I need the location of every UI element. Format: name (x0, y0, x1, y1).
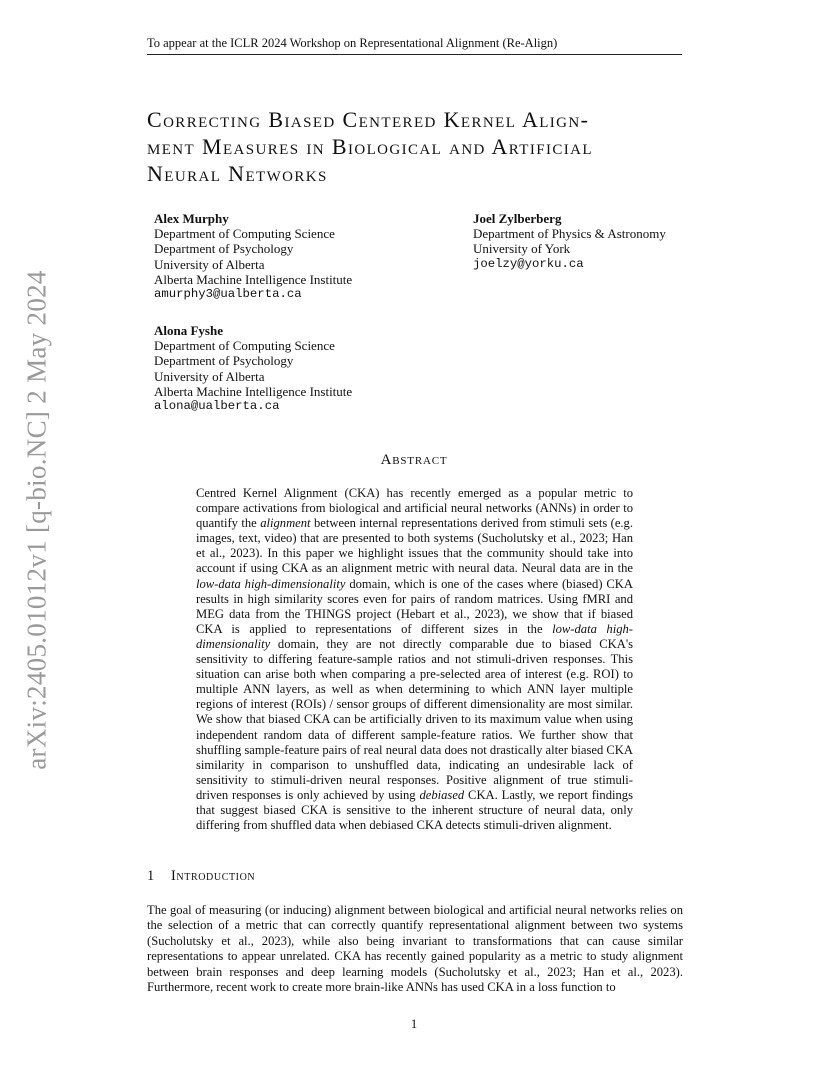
abstract-segment: CKA. Lastly, we report findings that suggest biased CKA is sensitive to the inherent structure of neural data, only differing from shuffled data when debiased CKA detects stimuli-driven alignment. (196, 787, 633, 833)
author-affiliation: University of Alberta (154, 368, 265, 384)
author-affiliation: Department of Psychology (154, 353, 294, 369)
section-number: 1 (147, 868, 155, 884)
author-name: Alex Murphy (154, 211, 229, 226)
abstract-segment: Centred Kernel Alignment (CKA) has recently emerged as a popular metric to compare activations from biological and artificial neural networks (ANNs) in order to quantify the (196, 486, 633, 531)
abstract-emphasis: alignment (260, 516, 311, 531)
author-affiliation: Department of Computing Science (154, 226, 335, 242)
abstract-segment: domain, which is one of the cases where (biased) CKA results in high similarity scores even for pairs of random matrices. Using fMRI and MEG data from the THINGS project (Hebart et al., 2023), we show that if biased CKA is applied to representations of different sizes in the (196, 576, 633, 636)
author-email[interactable]: alona@ualberta.ca (154, 399, 280, 414)
author-affiliation: Department of Physics & Astronomy (473, 226, 666, 242)
introduction-text: The goal of measuring (or inducing) alignment between biological and artificial neural networks relies on the selection of a metric that can correctly quantify representational alignment between two systems (Sucholutsky et al., 2023), while also being invariant to transformations that can cause similar representations to appear unrelated. CKA has recently gained popularity as a metric to study alignment between brain responses and deep learning models (Sucholutsky et al., 2023; Han et al., 2023). Furthermore, recent work to create more brain-like ANNs has used CKA in a loss function to (147, 903, 683, 995)
author-name: Alona Fyshe (154, 323, 223, 338)
abstract-segment: domain, they are not directly comparable due to biased CKA's sensitivity to differing feature-sample ratios and not stimuli-driven responses. This situation can arise both when comparing a pre-selected area of interest (e.g. ROI) to multiple ANN layers, as well as when determining to which ANN layer multiple regions of interest (ROIs) / sensor groups of different dimensionality are most similar. We show that biased CKA can be artificially driven to its maximum value when using independent random data of different sample-feature ratios. We further show that shuffling sample-feature pairs of real neural data does not drastically alter biased CKA similarity in comparison to unshuffled data, indicating an undesirable lack of sensitivity to stimuli-driven neural responses. Positive alignment of true stimuli-driven responses is only achieved by using (196, 636, 633, 802)
abstract-segment: between internal representations derived from stimuli sets (e.g. images, text, video) that are presented to both systems (Sucholutsky et al., 2023; Han et al., 2023). In this paper we highlight issues that the community should take into account if using CKA as an alignment metric with neural data. Neural data are in the (196, 516, 634, 576)
abstract-emphasis: debiased (419, 787, 465, 802)
author-affiliation: University of Alberta (154, 256, 265, 272)
title-line: Correcting Biased Centered Kernel Align- (147, 107, 590, 132)
author-affiliation: Department of Psychology (154, 241, 294, 257)
author-affiliation: Alberta Machine Intelligence Institute (154, 383, 353, 399)
author-affiliation: University of York (473, 241, 571, 257)
author-affiliation: Alberta Machine Intelligence Institute (154, 271, 353, 287)
abstract-emphasis: low-data high-dimensionality (196, 576, 346, 591)
arxiv-identifier: arXiv:2405.01012v1 [q-bio.NC] 2 May 2024 (21, 270, 52, 770)
section-title: Introduction (171, 868, 256, 884)
author-name: Joel Zylberberg (473, 211, 562, 226)
author-email[interactable]: joelzy@yorku.ca (473, 256, 584, 271)
author-block-fyshe (154, 323, 352, 414)
author-block-zylberberg (473, 211, 666, 272)
author-affiliation: Department of Computing Science (154, 338, 335, 354)
page-number: 1 (410, 1017, 418, 1031)
author-block-murphy (154, 211, 352, 302)
abstract-text (196, 486, 633, 833)
author-email[interactable]: amurphy3@ualberta.ca (154, 287, 302, 302)
title-line: ment Measures in Biological and Artificial (147, 134, 593, 159)
running-header: To appear at the ICLR 2024 Workshop on Representational Alignment (Re-Align) (147, 36, 682, 55)
abstract-heading: Abstract (380, 452, 448, 468)
title-line: Neural Networks (147, 161, 328, 186)
section-heading-introduction (147, 868, 255, 885)
paper-title (147, 106, 692, 187)
abstract-emphasis: low-data high-dimensionality (196, 621, 633, 651)
